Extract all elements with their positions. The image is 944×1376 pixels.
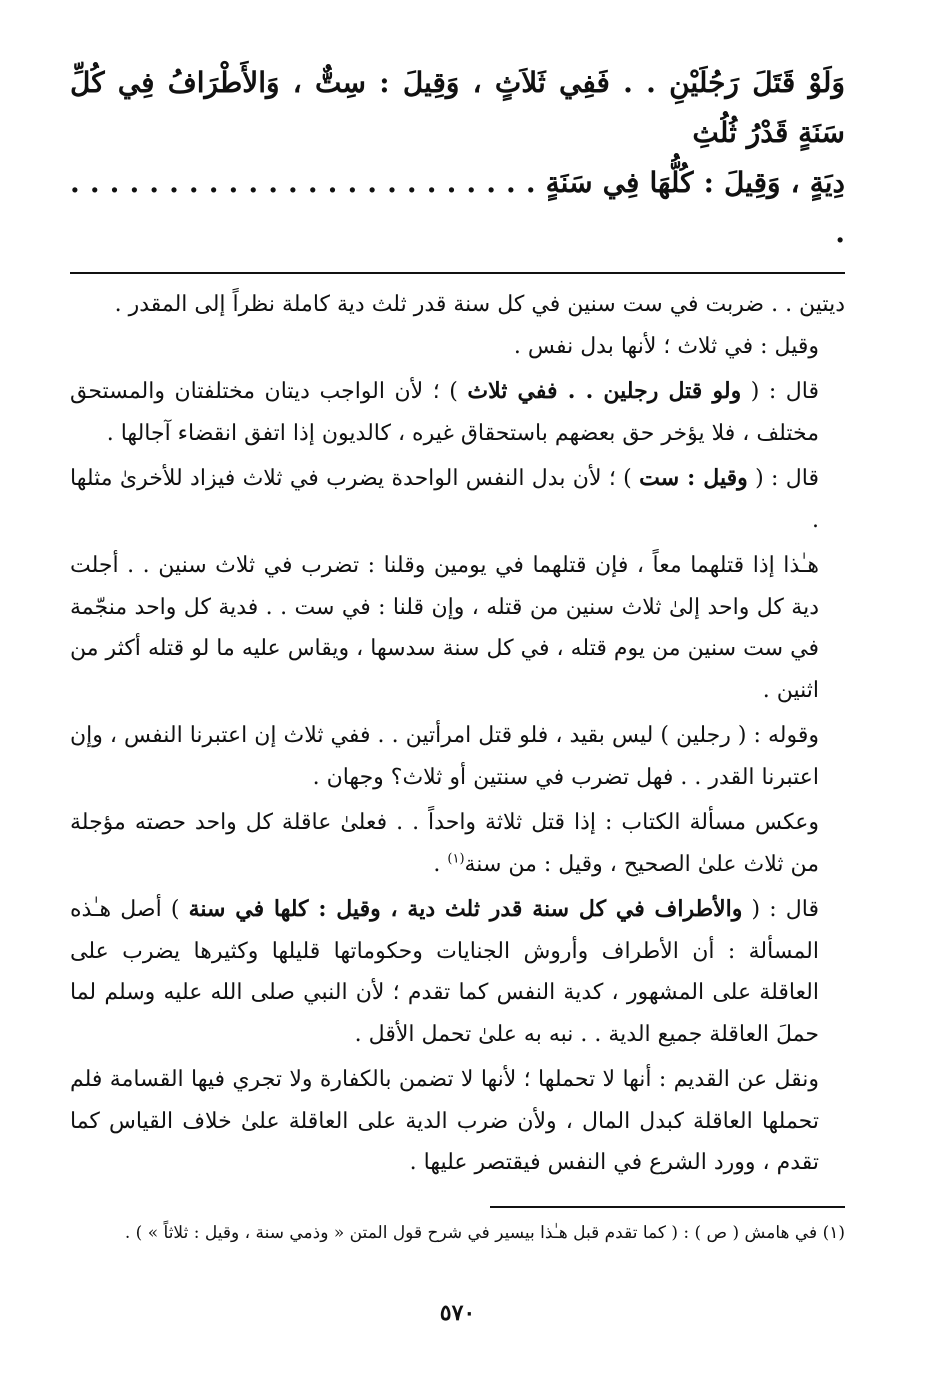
footnote-divider [490, 1206, 845, 1208]
p8-quote: والأطراف في كل سنة قدر ثلث دية ، وقيل : كلها في سنة [188, 896, 743, 922]
matn-line-1: وَلَوْ قَتَلَ رَجُلَيْنِ . . فَفِي ثَلاَثٍ ، وَقِيلَ : سِتٌّ ، وَالأَطْرَافُ فِي كُلِّ سَنَةٍ قَدْرُ ثُلُثِ [70, 66, 845, 149]
matn-text [70, 58, 845, 258]
paragraph-1: ديتين . . ضربت في ست سنين في كل سنة قدر ثلث دية كاملة نظراً إلى المقدر . [114, 292, 845, 317]
p3-tail: ) ؛ لأن الواجب ديتان مختلفتان والمستحق مختلف ، فلا يؤخر حق بعضهم باستحقاق غيره ، كالديون إذا اتفق انقضاء آجالها . [70, 379, 819, 446]
page-number: ٥٧٠ [439, 1299, 476, 1326]
p4-tail: ) ؛ لأن بدل النفس الواحدة يضرب في ثلاث فيزاد للأخرىٰ مثلها . [70, 466, 819, 533]
paragraph-2: وقيل : في ثلاث ؛ لأنها بدل نفس . [513, 333, 819, 359]
page-body [70, 58, 845, 1326]
p4-quote: وقيل : ست [639, 465, 748, 491]
paragraph-8 [70, 889, 845, 1055]
footnote: (١) في هامش ( ص ) : ( كما تقدم قبل هـٰذا بيسير في شرح قول المتن « وذمي سنة ، وقيل : ثلاثاً » ) . [124, 1222, 845, 1243]
paragraph-9: ونقل عن القديم : أنها لا تحملها ؛ لأنها لا تضمن بالكفارة ولا تجري فيها القسامة فلم تحملها العاقلة كبدل المال ، ولأن ضرب الدية على العاقلة علىٰ خلاف القياس كما تقدم ، وورد الشرع في النفس فيقتصر عليها . [70, 1067, 819, 1175]
paragraph-4 [70, 458, 845, 541]
p7-text: وعكس مسألة الكتاب : إذا قتل ثلاثة واحداً . . فعلىٰ عاقلة كل واحد حصته مؤجلة من ثلاث علىٰ الصحيح ، وقيل : من سنة [70, 810, 819, 877]
p7-end: . [433, 851, 448, 877]
paragraph-7 [70, 802, 845, 885]
p3-lead: قال : ( [741, 379, 819, 404]
p3-quote: ولو قتل رجلين . . ففي ثلاث [467, 378, 742, 404]
p8-lead: قال : ( [742, 897, 820, 922]
paragraph-3 [70, 371, 845, 454]
paragraph-6: وقوله : ( رجلين ) ليس بقيد ، فلو قتل امرأتين . . ففي ثلاث إن اعتبرنا النفس ، وإن اعتبرنا القدر . . فهل تضرب في سنتين أو ثلاث؟ وجهان . [70, 723, 819, 790]
paragraph-5: هـٰذا إذا قتلهما معاً ، فإن قتلهما في يومين وقلنا : تضرب في ثلاث سنين . . أجلت دية كل واحد إلىٰ ثلاث سنين من قتله ، وإن قلنا : في ست . . فدية كل واحد منجّمة في ست سنين من يوم قتله ، في كل سنة سدسها ، ويقاس عليه ما لو قتله أكثر من اثنين . [70, 553, 819, 703]
p4-lead: قال : ( [747, 466, 820, 491]
footnote-ref[interactable]: (١) [447, 851, 465, 867]
p8-tail: ) أصل هـٰذه المسألة : أن الأطراف وأروش الجنايات وحكوماتها قليلها وكثيرها يضرب على العاقلة على المشهور ، كدية النفس كما تقدم ؛ لأن النبي صلى الله عليه وسلم لما حملَ العاقلة جميع الدية . . نبه به علىٰ تحمل الأقل . [70, 897, 819, 1047]
matn-line-2: دِيَةٍ ، وَقِيلَ : كُلُّهَا فِي سَنَةٍ . . . . . . . . . . . . . . . . . . . . . . . . . [70, 166, 845, 249]
matn-divider [70, 272, 845, 274]
